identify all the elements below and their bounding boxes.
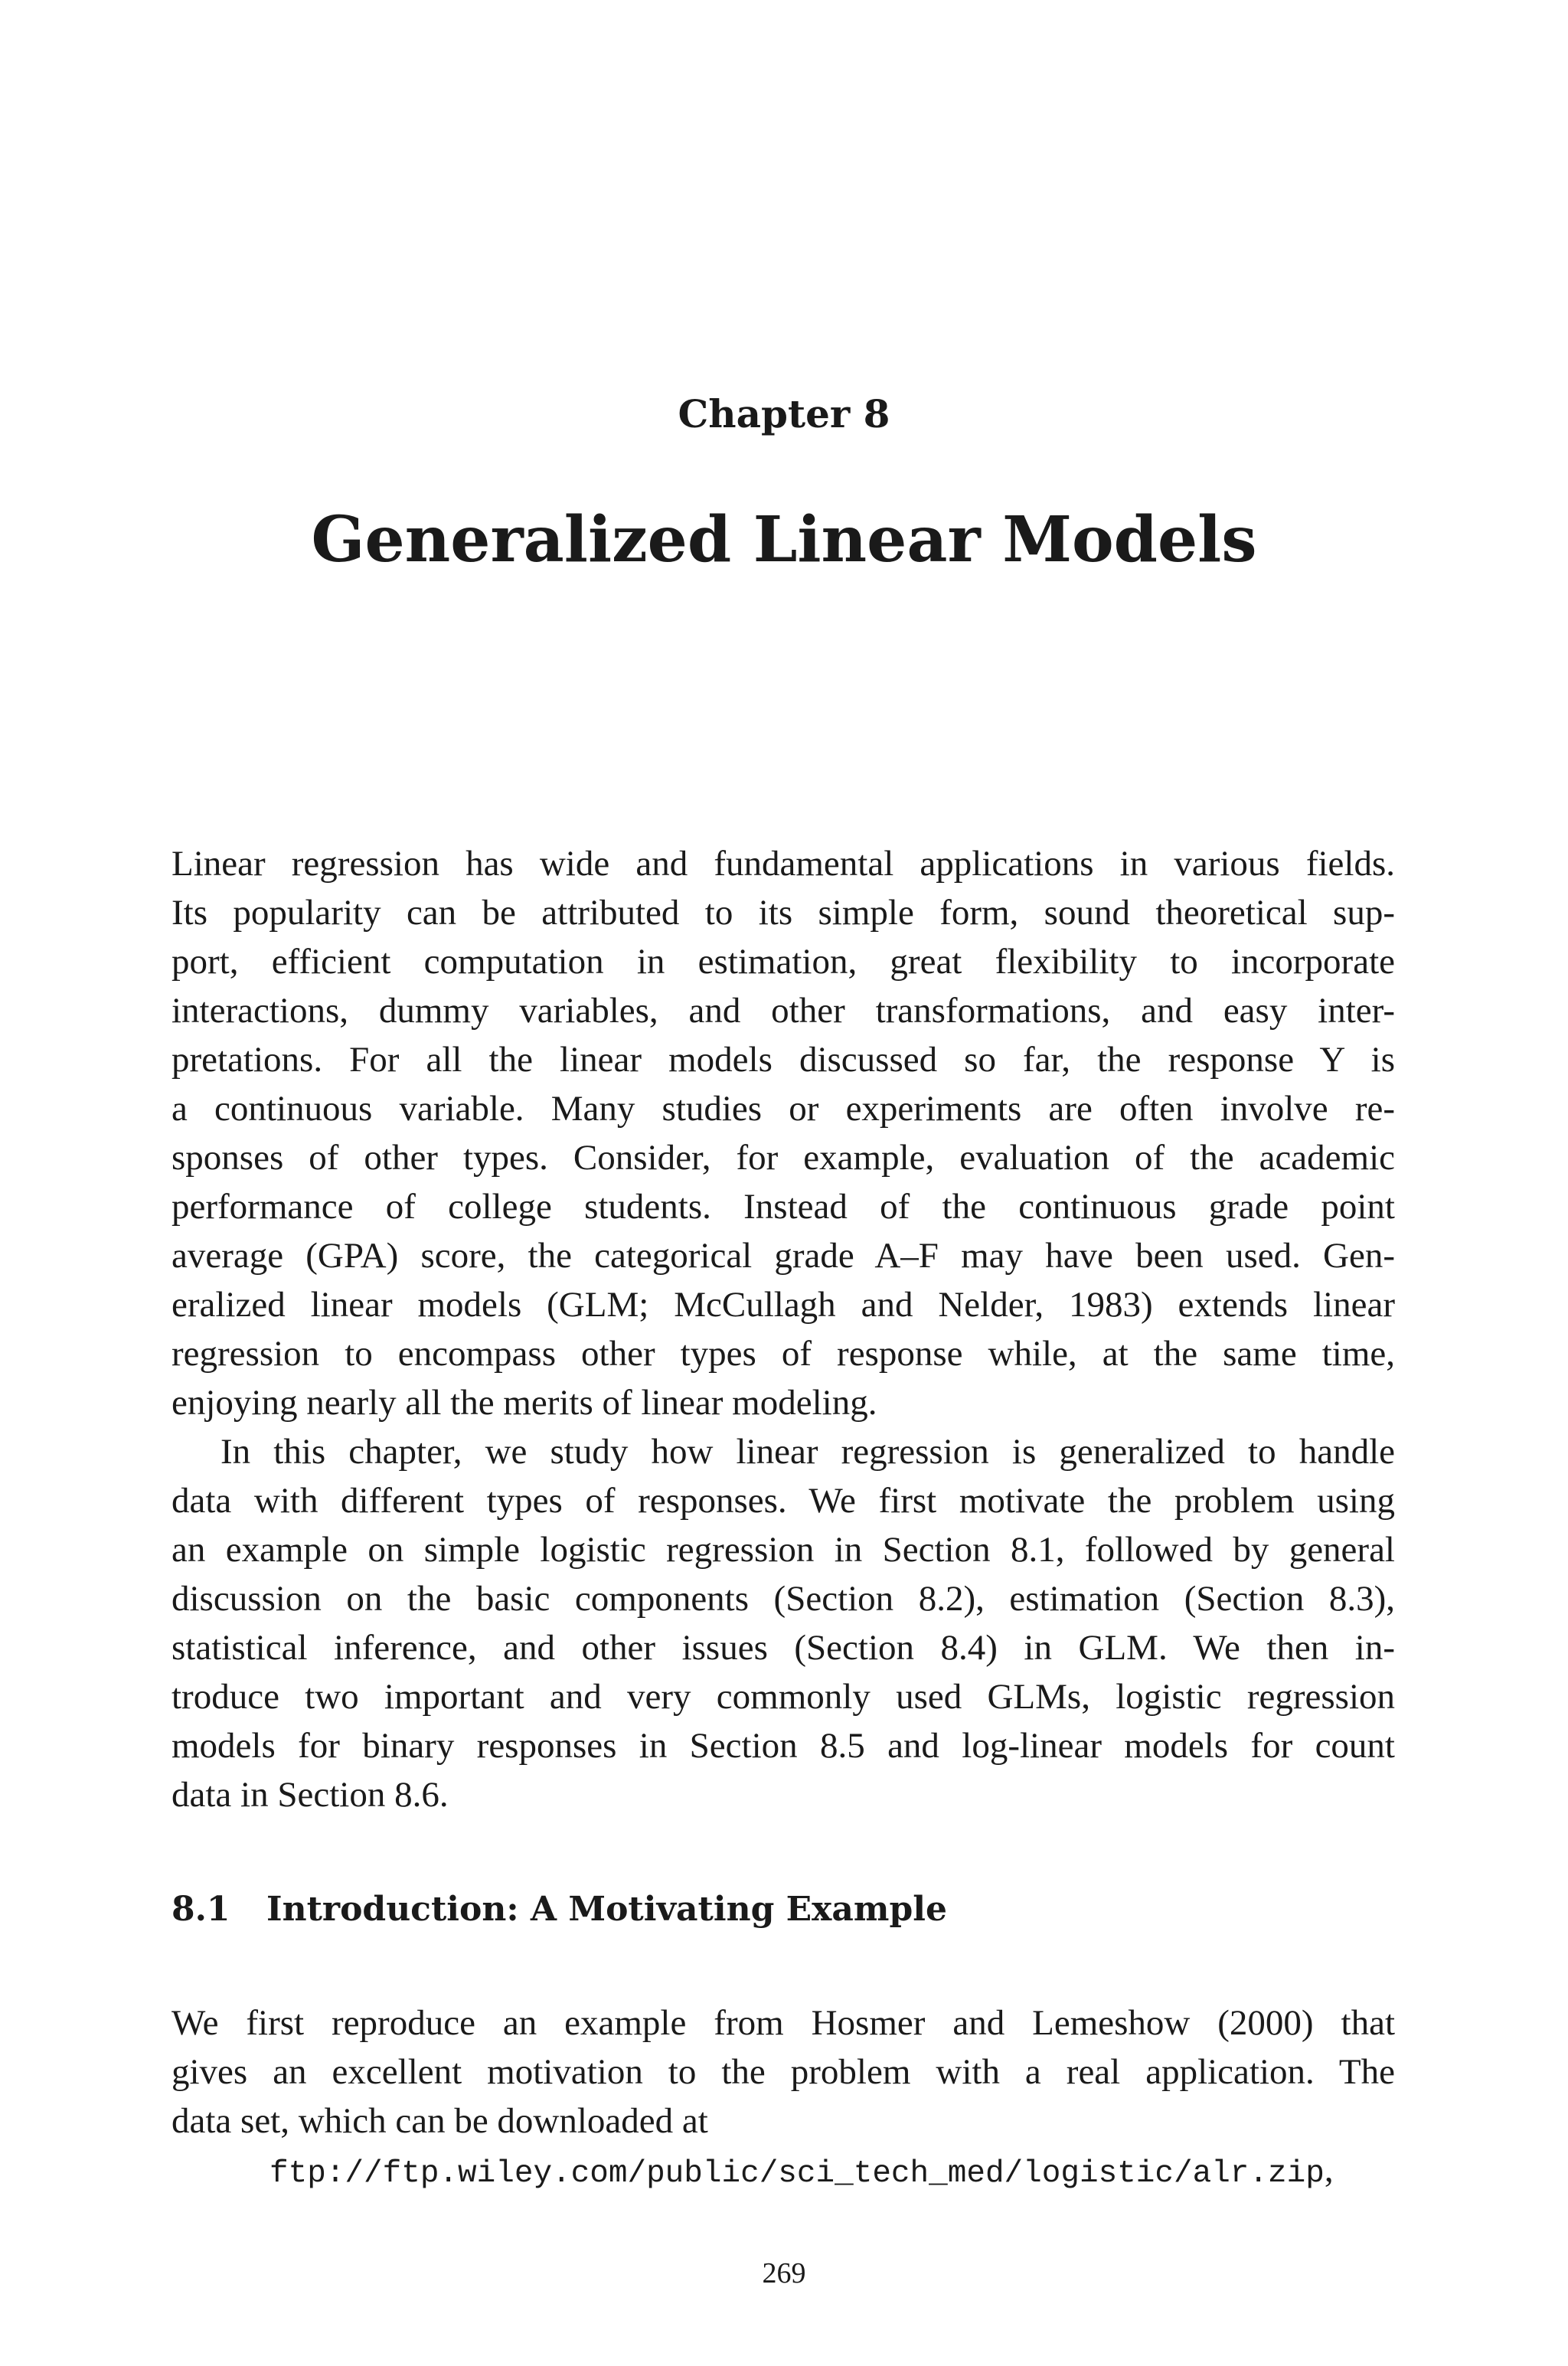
- chapter-title: Generalized Linear Models: [311, 503, 1257, 577]
- text-line: port, efficient computation in estimation, great flexibility to incorporate: [172, 942, 1395, 982]
- text-line: Linear regression has wide and fundamental applications in various fields.: [172, 844, 1395, 884]
- text-line: troduce two important and very commonly used GLMs, logistic regression: [172, 1677, 1395, 1717]
- page-number: 269: [762, 2257, 806, 2289]
- text-line: a continuous variable. Many studies or experiments are often involve re-: [172, 1089, 1395, 1129]
- text-line: data in Section 8.6.: [172, 1775, 449, 1815]
- text-line: sponses of other types. Consider, for example, evaluation of the academic: [172, 1138, 1395, 1178]
- text-line: Its popularity can be attributed to its simple form, sound theoretical sup-: [172, 893, 1395, 933]
- download-url: ftp://ftp.wiley.com/public/sci_tech_med/logistic/alr.zip: [270, 2156, 1325, 2191]
- text-line: In this chapter, we study how linear regression is generalized to handle: [220, 1432, 1395, 1472]
- text-line: average (GPA) score, the categorical grade A–F may have been used. Gen-: [172, 1236, 1395, 1276]
- section-heading: [172, 1885, 947, 1934]
- intro-paragraph-1: [172, 839, 1395, 1427]
- url-trailing-comma: ,: [1324, 2150, 1334, 2190]
- text-line: statistical inference, and other issues (Section 8.4) in GLM. We then in-: [172, 1628, 1395, 1668]
- chapter-label: Chapter 8: [678, 391, 890, 436]
- text-line: enjoying nearly all the merits of linear modeling.: [172, 1383, 877, 1423]
- intro-paragraph-2: [172, 1427, 1395, 1819]
- text-line: performance of college students. Instead of the continuous grade point: [172, 1187, 1395, 1227]
- text-line: data with different types of responses. We first motivate the problem using: [172, 1481, 1395, 1521]
- download-url-line: [270, 2145, 1334, 2198]
- text-line: interactions, dummy variables, and other transformations, and easy inter-: [172, 991, 1395, 1031]
- text-line: discussion on the basic components (Section 8.2), estimation (Section 8.3),: [172, 1579, 1395, 1619]
- section-title: Introduction: A Motivating Example: [266, 1890, 947, 1929]
- text-line: We first reproduce an example from Hosmer and Lemeshow (2000) that: [172, 2003, 1395, 2043]
- text-line: regression to encompass other types of response while, at the same time,: [172, 1334, 1395, 1374]
- section-paragraph: [172, 1998, 1395, 2145]
- text-line: gives an excellent motivation to the problem with a real application. The: [172, 2052, 1395, 2092]
- section-number: 8.1: [172, 1890, 230, 1929]
- text-line: data set, which can be downloaded at: [172, 2101, 708, 2141]
- text-line: pretations. For all the linear models discussed so far, the response Y is: [172, 1040, 1395, 1080]
- text-line: an example on simple logistic regression in Section 8.1, followed by general: [172, 1530, 1395, 1570]
- text-line: models for binary responses in Section 8.5 and log-linear models for count: [172, 1726, 1395, 1766]
- text-line: eralized linear models (GLM; McCullagh and Nelder, 1983) extends linear: [172, 1285, 1395, 1325]
